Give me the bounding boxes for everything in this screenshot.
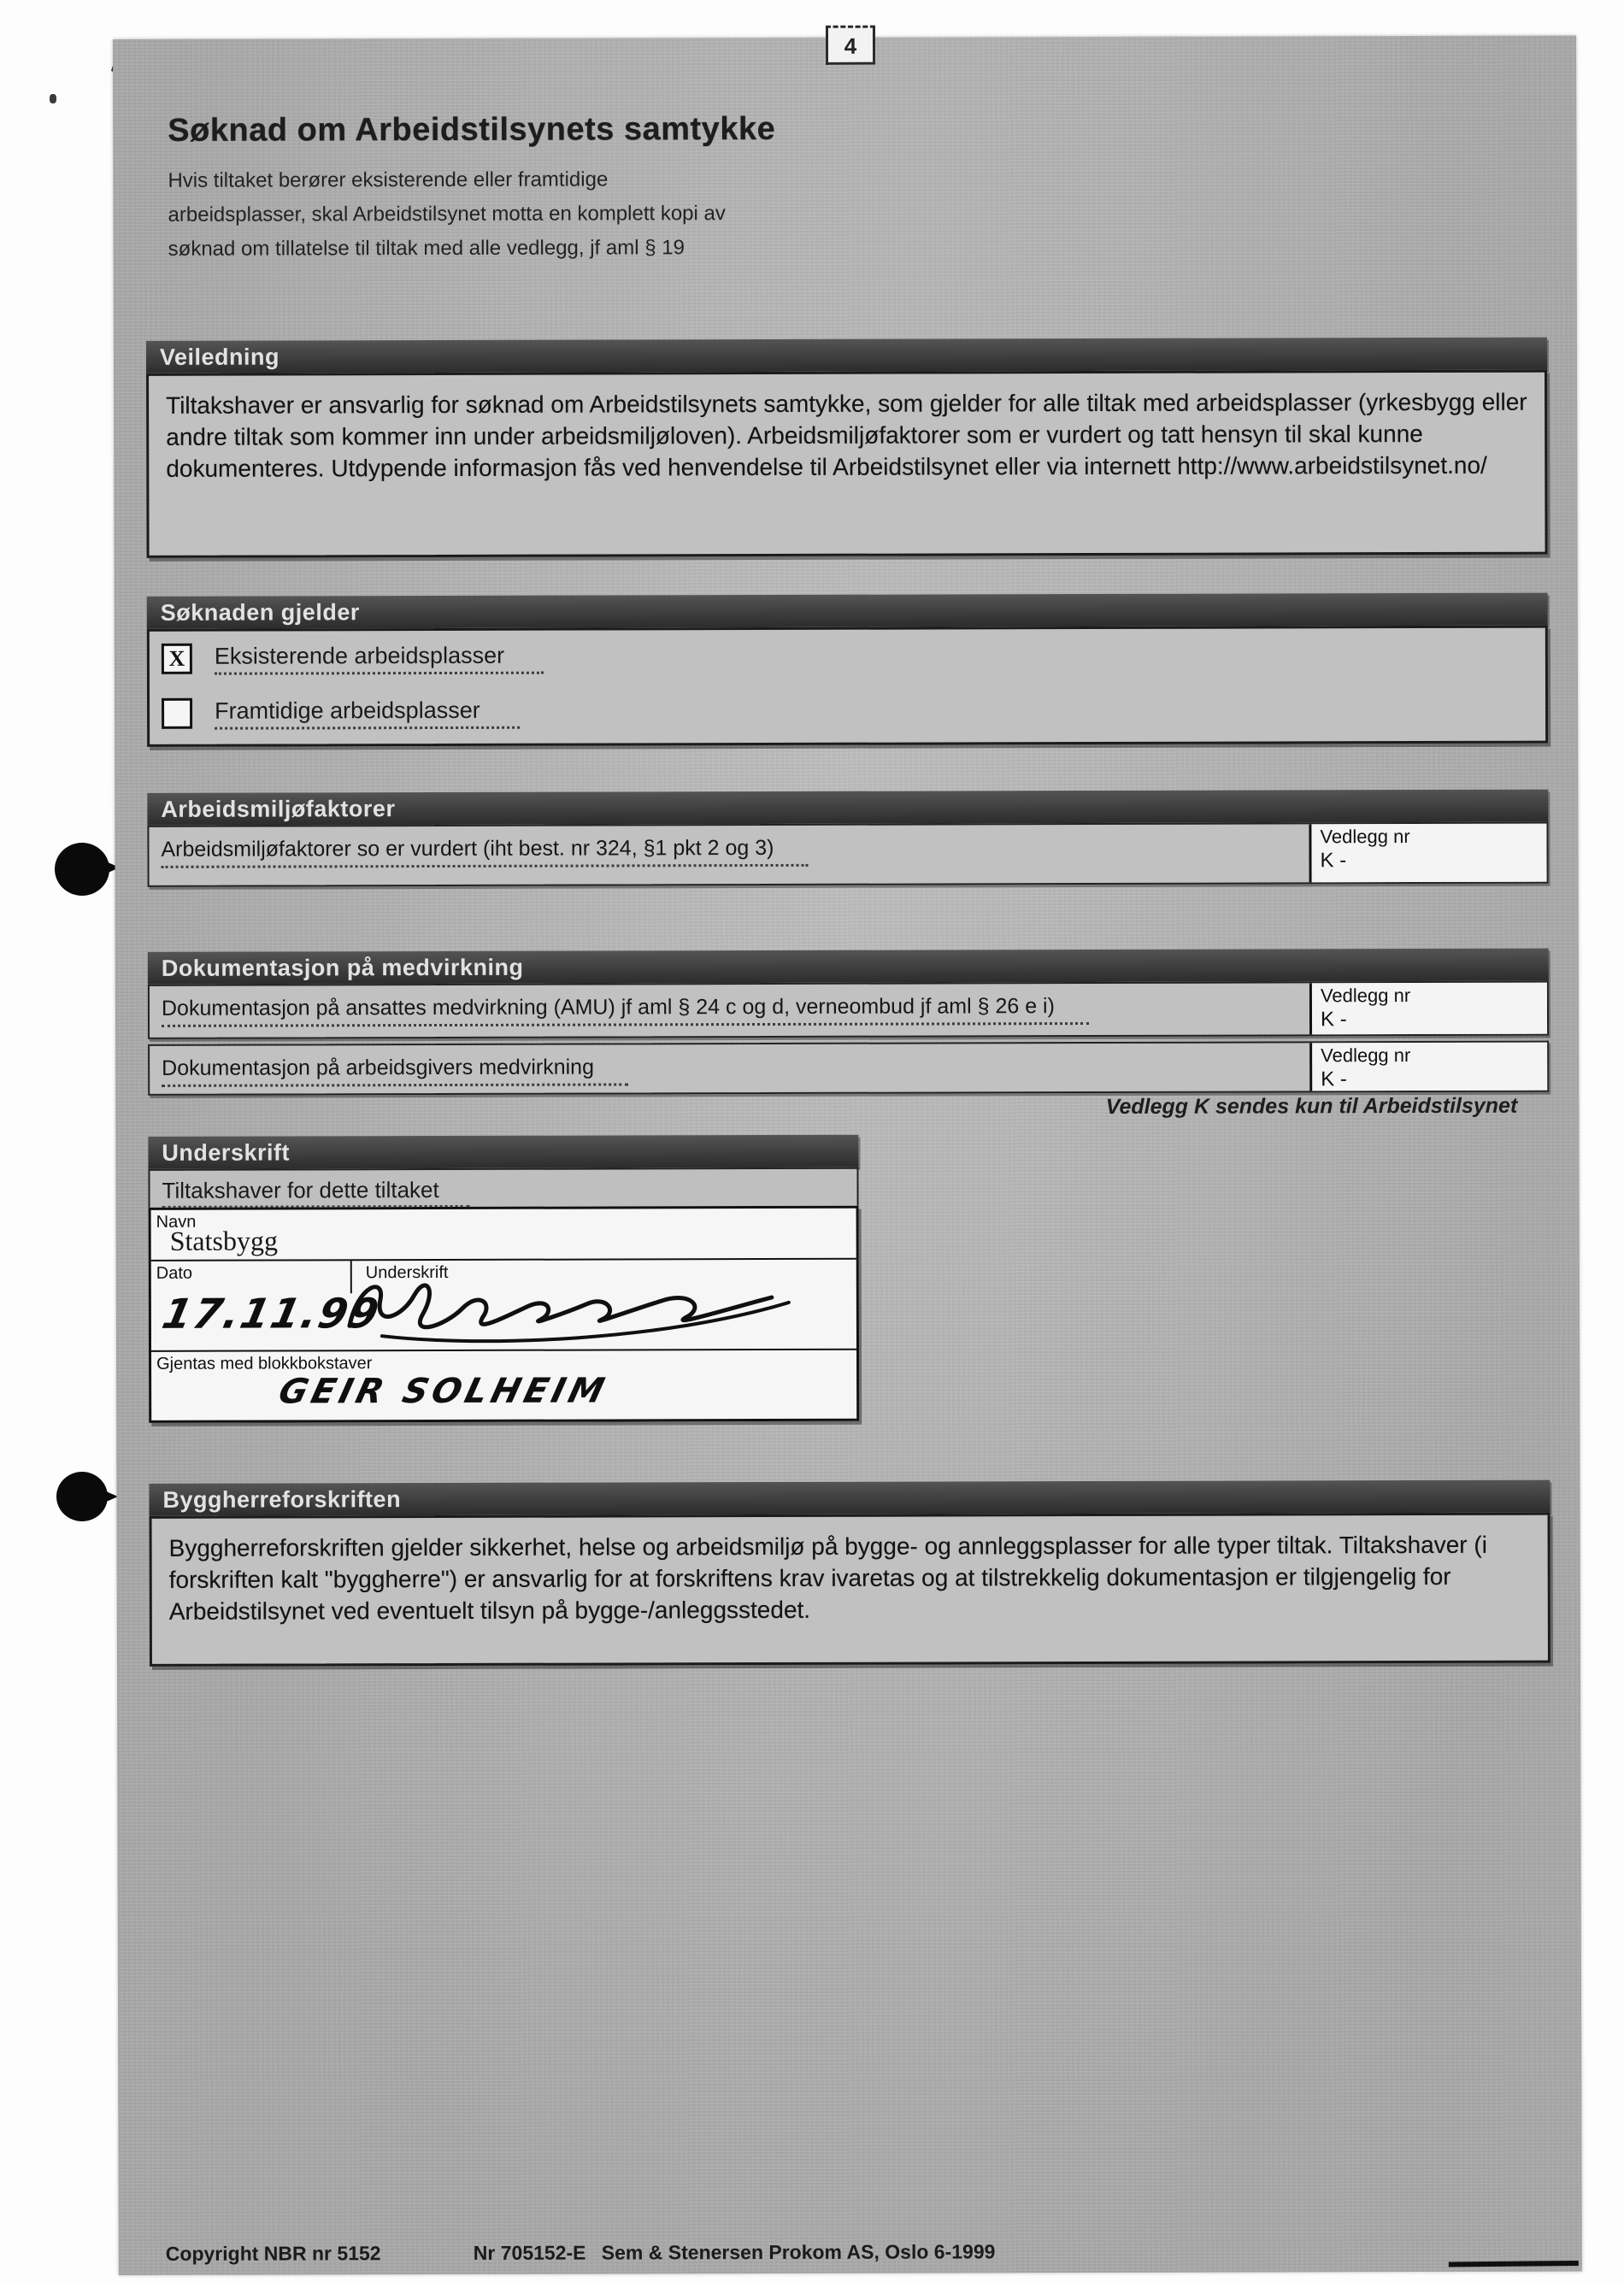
underskrift-label: Underskrift [365,1262,449,1283]
vedlegg-note: Vedlegg K sendes kun til Arbeidstilsynet [1105,1093,1518,1119]
form-scan [113,32,1582,2275]
section-header-byggherreforskriften [149,1480,1550,1516]
vedlegg-box [1309,1043,1547,1091]
footer-copyright: Copyright NBR nr 5152 [165,2242,381,2265]
signature-scribble [331,1265,827,1349]
section-header-label: Arbeidsmiljøfaktorer [161,796,396,822]
form-subtitle [168,162,726,267]
blokkbokstaver-row [151,1349,856,1420]
page-number: 4 [844,32,857,59]
section-header-label: Veiledning [159,344,280,370]
section-header-label: Dokumentasjon på medvirkning [161,954,524,981]
section-header-label: Byggherreforskriften [162,1486,402,1513]
subheader-label: Tiltakshaver for dette tiltaket [162,1177,469,1209]
section-header-label: Underskrift [162,1139,290,1166]
row-label: Dokumentasjon på ansattes medvirkning (AMU) jf aml § 24 c og d, verneombud jf aml § 26 e i) [162,994,1089,1027]
section-header-underskrift [148,1135,858,1169]
row-label: Dokumentasjon på arbeidsgivers medvirkning [162,1055,628,1086]
blokkbokstaver-label: Gjentas med blokkbokstaver [156,1354,373,1373]
vedlegg-value: K - [1320,849,1347,873]
soknaden-gjelder-panel [147,626,1548,747]
underskrift-subheader [148,1167,858,1208]
navn-row [151,1209,856,1260]
checkbox-eksisterende [162,644,192,674]
section-header-arbeidsmiljofaktorer [147,790,1548,826]
dokumentasjon-row-1 [148,981,1549,1039]
row-label: Arbeidsmiljøfaktorer so er vurdert (iht best. nr 324, §1 pkt 2 og 3) [161,836,808,868]
section-header-label: Søknaden gjelder [160,599,360,626]
vedlegg-label: Vedlegg nr [1320,985,1411,1007]
footer-publisher: Sem & Stenersen Prokom AS, Oslo 6-1999 [601,2240,996,2264]
section-header-soknaden-gjelder [147,593,1548,629]
veiledning-text: Tiltakshaver er ansvarlig for søknad om Arbeidstilsynets samtykke, som gjelder for alle tiltak med arbeidsplasser (yrkesbygg eller andre tiltak som kommer inn under arbeidsmiljøloven). Arbeidsmiljøfaktorer som er vurdert og tatt hensyn til skal kunne dokumenteres. Utdypende informasjon fås ved henvendelse til Arbeidstilsynet eller via internett http://www.arbeidstilsynet.no/ [166,388,1527,482]
checkbox-framtidige [162,698,192,729]
byggherreforskriften-text: Byggherreforskriften gjelder sikkerhet, helse og arbeidsmiljø på bygge- og annleggsplasser for alle typer tiltak. Tiltakshaver (i forskriften kalt "byggherre") er ansvarlig for at forskriftens krav ivaretas og at tilstrekkelig dokumentasjon er tilgjengelig for Arbeidstilsynet ved eventuelt tilsyn på bygge-/anleggsstedet. [168,1531,1487,1625]
scan-speck [50,94,56,103]
vedlegg-box [1309,824,1546,883]
vedlegg-value: K - [1320,1008,1347,1032]
navn-label: Navn [156,1212,197,1232]
punch-hole-bottom [56,1472,108,1521]
subtitle-line: arbeidsplasser, skal Arbeidstilsynet motta en komplett kopi av [168,202,726,226]
navn-value: Statsbygg [169,1225,278,1256]
page-number-box [826,26,875,65]
form-title: Søknad om Arbeidstilsynets samtykke [168,110,776,149]
vedlegg-label: Vedlegg nr [1320,826,1410,848]
underskrift-panel [149,1206,860,1423]
handwritten-name: GEIR SOLHEIM [274,1371,613,1412]
footer-form-number: Nr 705152-E [473,2241,586,2264]
dato-underskrift-row [151,1258,856,1350]
form-footer [119,2239,1582,2272]
arbeidsmiljofaktorer-row [147,822,1548,887]
vedlegg-box [1309,983,1547,1035]
option-label: Framtidige arbeidsplasser [215,697,520,729]
veiledning-panel [146,370,1548,558]
checkbox-mark: X [168,645,185,671]
dato-label: Dato [156,1263,193,1283]
dokumentasjon-row-2 [148,1041,1549,1096]
option-row-eksisterende [150,628,1545,686]
byggherreforskriften-panel [150,1513,1550,1667]
subtitle-line: søknad om tillatelse til tiltak med alle vedlegg, jf aml § 19 [168,236,685,261]
vedlegg-value: K - [1321,1067,1347,1091]
punch-hole-top [55,843,109,896]
section-header-veiledning [146,338,1547,373]
handwritten-date: 17.11.99 [158,1290,385,1338]
subtitle-line: Hvis tiltaket berører eksisterende eller framtidige [168,168,609,192]
option-row-framtidige [150,683,1545,741]
option-label: Eksisterende arbeidsplasser [215,642,544,674]
section-header-dokumentasjon [148,949,1549,985]
vedlegg-label: Vedlegg nr [1321,1044,1411,1067]
